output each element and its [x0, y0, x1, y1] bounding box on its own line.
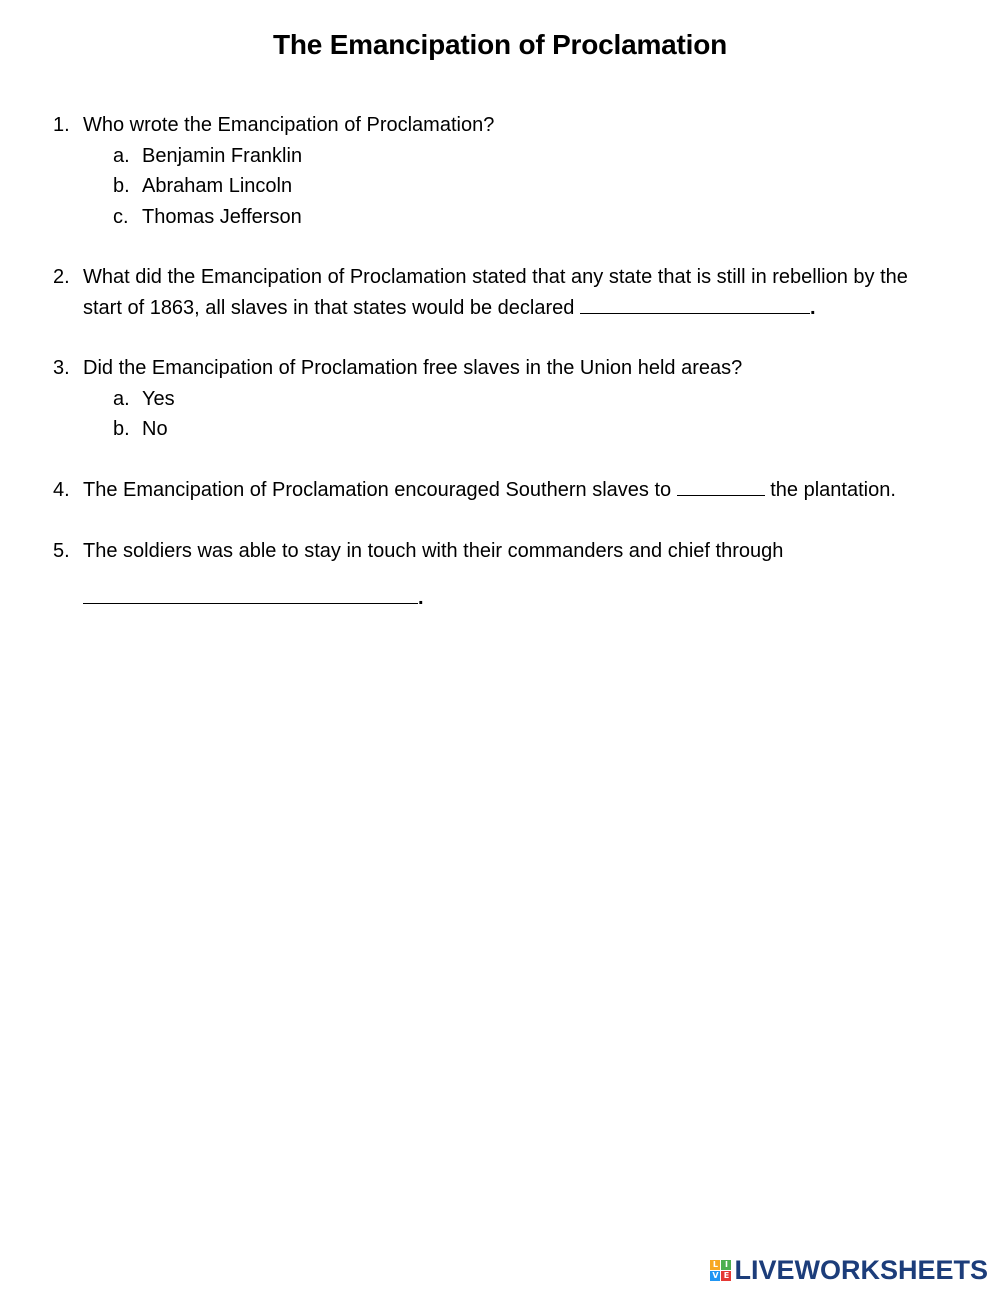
- question-number: 2.: [53, 266, 70, 288]
- question-text-before: The Emancipation of Proclamation encouraged Southern slaves to: [83, 479, 672, 501]
- option-letter: a.: [113, 144, 130, 167]
- logo-mark-letter: V: [712, 1270, 719, 1280]
- fill-in-blank[interactable]: [580, 295, 810, 314]
- question-text-line-1: What did the Emancipation of Proclamation stated that any state that is still in rebellion by the: [83, 266, 908, 288]
- option-text: Abraham Lincoln: [142, 175, 293, 197]
- question-number: 3.: [53, 357, 70, 379]
- logo-mark-icon: [710, 1260, 731, 1281]
- question-4: [53, 475, 973, 506]
- option-letter: b.: [113, 418, 130, 440]
- question-number: 1.: [53, 114, 70, 136]
- question-text-line-2: [83, 293, 973, 324]
- question-text-after: the plantation.: [770, 479, 896, 501]
- question-text: [83, 475, 973, 506]
- option-text: Thomas Jefferson: [142, 205, 302, 228]
- question-2: [53, 262, 973, 323]
- answer-option-c[interactable]: [113, 202, 973, 233]
- fill-in-blank[interactable]: [677, 477, 765, 496]
- option-text: Benjamin Franklin: [142, 144, 303, 167]
- logo-mark-letter: I: [721, 1260, 731, 1270]
- option-letter: c.: [113, 205, 129, 228]
- question-number: 4.: [53, 479, 70, 501]
- period: .: [809, 296, 816, 319]
- option-letter: b.: [113, 175, 130, 197]
- question-5: [53, 536, 973, 613]
- option-text: Yes: [142, 387, 175, 410]
- answer-option-b[interactable]: [113, 414, 973, 445]
- answer-line: [83, 583, 973, 614]
- question-text: The soldiers was able to stay in touch with their commanders and chief through: [83, 540, 784, 562]
- question-text: Did the Emancipation of Proclamation free slaves in the Union held areas?: [83, 357, 743, 379]
- option-text: No: [142, 418, 168, 440]
- question-1: [53, 110, 973, 232]
- question-text: start of 1863, all slaves in that states would be declared: [83, 296, 575, 319]
- fill-in-blank[interactable]: [83, 585, 418, 604]
- question-text: Who wrote the Emancipation of Proclamation?: [83, 114, 495, 136]
- answer-option-b[interactable]: [113, 171, 973, 202]
- logo-mark-letter: E: [721, 1271, 731, 1281]
- answer-option-a[interactable]: [113, 141, 973, 172]
- option-letter: a.: [113, 387, 130, 410]
- answer-option-a[interactable]: [113, 384, 973, 415]
- question-3: [53, 353, 973, 445]
- logo-text: LIVEWORKSHEETS: [734, 1254, 988, 1285]
- question-number: 5.: [53, 540, 70, 562]
- worksheet-title: The Emancipation of Proclamation: [272, 29, 728, 60]
- period: .: [418, 586, 424, 609]
- logo-mark-letter: L: [710, 1260, 720, 1270]
- liveworksheets-logo: [710, 1256, 988, 1284]
